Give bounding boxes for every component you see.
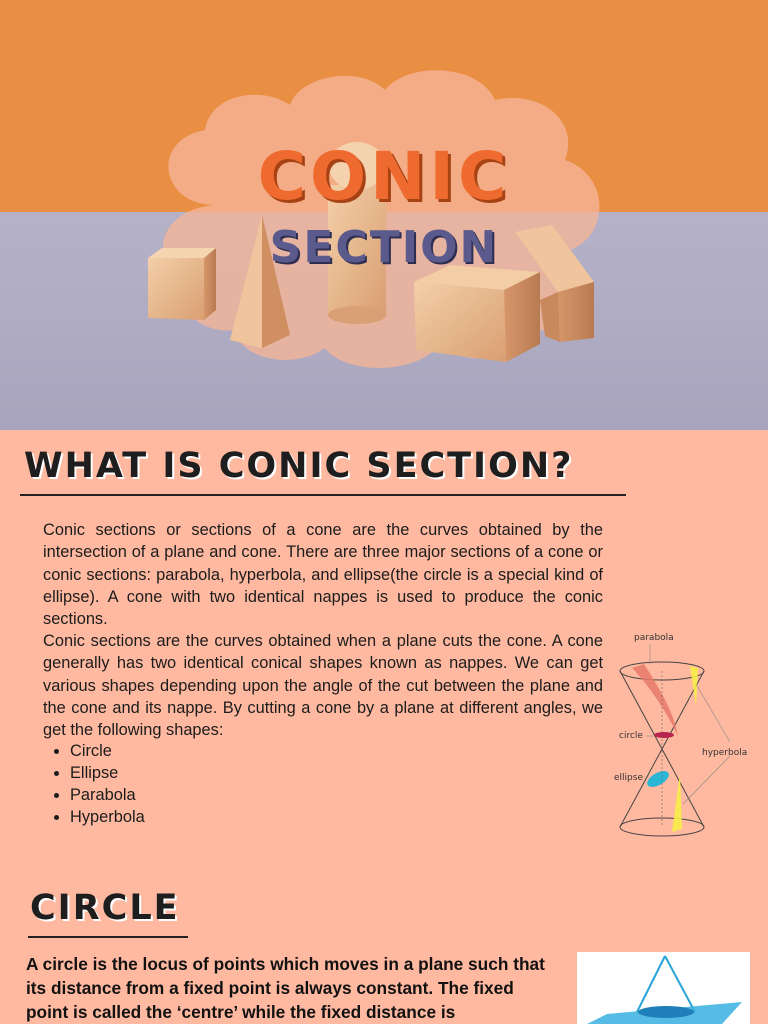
rectangular-block [414, 265, 540, 362]
heading-underline [20, 494, 626, 496]
list-item: • Parabola [70, 784, 145, 806]
circle-definition: A circle is the locus of points which moves in a plane such that its distance from a fixed point is always constant. The fixed point is called the ‘centre’ while the fixed distance is [26, 954, 545, 1022]
conic-sections-diagram [608, 624, 760, 849]
wooden-blocks-illustration [0, 0, 768, 430]
heading-underline [28, 936, 188, 938]
hero-title-section: SECTION [269, 222, 499, 273]
list-item: • Ellipse [70, 762, 145, 784]
list-item: • Hyperbola [70, 806, 145, 828]
section-heading-circle: CIRCLE [30, 888, 180, 928]
section-heading-what-is: WHAT IS CONIC SECTION? [24, 446, 574, 486]
shapes-paragraph: Conic sections are the curves obtained when a plane cuts the cone. A cone generally has two identical conical shapes known as nappes. We can get various shapes depending upon the angle of the cut between the plane and the cone and its nappe. By cutting a cone by a plane at different angles, we get the following shapes: [43, 632, 603, 740]
shapes-list [52, 740, 145, 828]
intro-paragraph: Conic sections or sections of a cone are the curves obtained by the intersection of a plane and cone. There are three major sections of a cone or conic sections: parabola, hyperbola, and ellipse(the circle is a special kind of ellipse). A cone with two identical nappes is used to produce the conic sections. [43, 521, 603, 629]
hero-banner [0, 0, 768, 430]
label-circle: circle [619, 731, 643, 741]
hero-title-conic: CONIC [257, 138, 511, 215]
label-hyperbola: hyperbola [702, 748, 748, 758]
circle-diagram [577, 952, 750, 1024]
list-item: • Circle [70, 740, 145, 762]
label-ellipse: ellipse [614, 773, 643, 783]
label-parabola: parabola [634, 633, 674, 643]
